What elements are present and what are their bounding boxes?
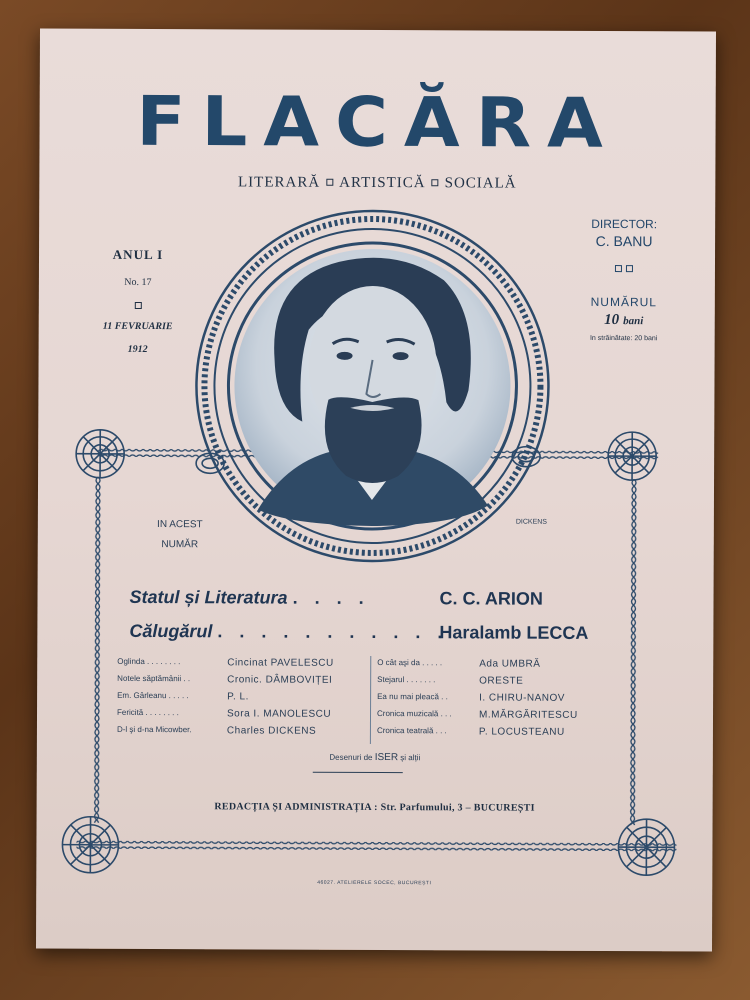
contents-item: Fericită . . . . . . . . Sora I. MANOLESCU	[117, 707, 332, 720]
issue-number: No. 17	[124, 276, 152, 289]
square-bullet-icon	[432, 179, 439, 186]
contents-item: Oglinda . . . . . . . . Cincinat PAVELESCU	[117, 656, 334, 669]
left-braid-band	[93, 477, 103, 823]
issue-year: 1912	[127, 343, 148, 356]
printer-credit: 46027. ATELIERELE SOCEC, BUCUREȘTI	[317, 879, 432, 887]
subtitle-sociala: SOCIALĂ	[444, 175, 517, 192]
price-unit: bani	[623, 315, 644, 328]
feature-article	[129, 620, 589, 643]
square-bullets-icon	[559, 259, 689, 278]
issue-info	[83, 247, 193, 355]
director-label: DIRECTOR:	[591, 216, 658, 232]
contents-item: Notele săptămânii . . Cronic. DÂMBOVIȚEI	[117, 673, 333, 686]
square-bullet-icon	[326, 179, 333, 186]
in-this-issue-line1: IN ACEST	[157, 519, 203, 531]
contents-left-column	[117, 657, 367, 743]
feature-author: Haralamb LECCA	[439, 622, 589, 643]
price-label: NUMĂRUL	[590, 294, 658, 310]
director-name: C. BANU	[595, 232, 653, 250]
feature-author: C. C. ARION	[439, 588, 543, 609]
feature-title: Statul și Literatura	[129, 586, 288, 608]
price-abroad: In străinătate: 20 bani	[589, 334, 658, 343]
square-bullet-icon	[134, 302, 141, 309]
contents-item: D-l şi d-na Micowber. Charles DICKENS	[116, 724, 317, 737]
masthead-title: FLACĂRA	[136, 81, 620, 163]
subtitle-artistica: ARTISTICĂ	[339, 174, 426, 192]
contents-right-column	[377, 658, 627, 744]
feature-article	[129, 586, 543, 609]
masthead-subtitle	[39, 174, 715, 194]
feature-title: Călugărul	[129, 620, 213, 642]
portrait-figure	[258, 257, 489, 526]
right-braid-band	[629, 479, 639, 825]
magazine-cover	[36, 29, 716, 952]
issue-date: 11 FEVRUARIE	[102, 320, 173, 333]
price	[559, 311, 689, 330]
contents-item: Stejarul . . . . . . . ORESTE	[377, 675, 524, 687]
feature-dots: . . . .	[292, 587, 370, 608]
in-this-issue-line2: NUMĂR	[161, 539, 199, 551]
feature-dots: . . . . . . . . . . .	[217, 621, 449, 643]
contents-item: Ea nu mai pleacă . . I. CHIRU-NANOV	[377, 692, 566, 704]
contents-item: Cronica muzicală . . . M.MĂRGĂRITESCU	[377, 709, 578, 721]
in-this-issue-label	[130, 515, 230, 555]
contents-item: O cât aşi da . . . . . Ada UMBRĂ	[377, 658, 541, 670]
bottom-braid-band	[76, 841, 676, 852]
illustrations-prefix: Desenuri de	[329, 752, 373, 762]
price-value: 10	[604, 311, 620, 329]
illustrations-artist: ISER	[374, 751, 399, 764]
contents-item: Cronica teatrală . . . P. LOCUSTEANU	[376, 726, 565, 738]
editorial-address: REDACȚIA ȘI ADMINISTRAȚIA : Str. Parfumului, 3 – BUCUREȘTI	[214, 801, 535, 814]
subtitle-literara: LITERARĂ	[237, 174, 321, 191]
director-price-info	[559, 217, 690, 343]
portrait-caption: DICKENS	[515, 518, 548, 526]
year-label: ANUL I	[112, 246, 164, 263]
contents-item: Em. Gârleanu . . . . . P. L.	[117, 690, 249, 703]
illustrations-suffix: și alții	[400, 753, 421, 763]
